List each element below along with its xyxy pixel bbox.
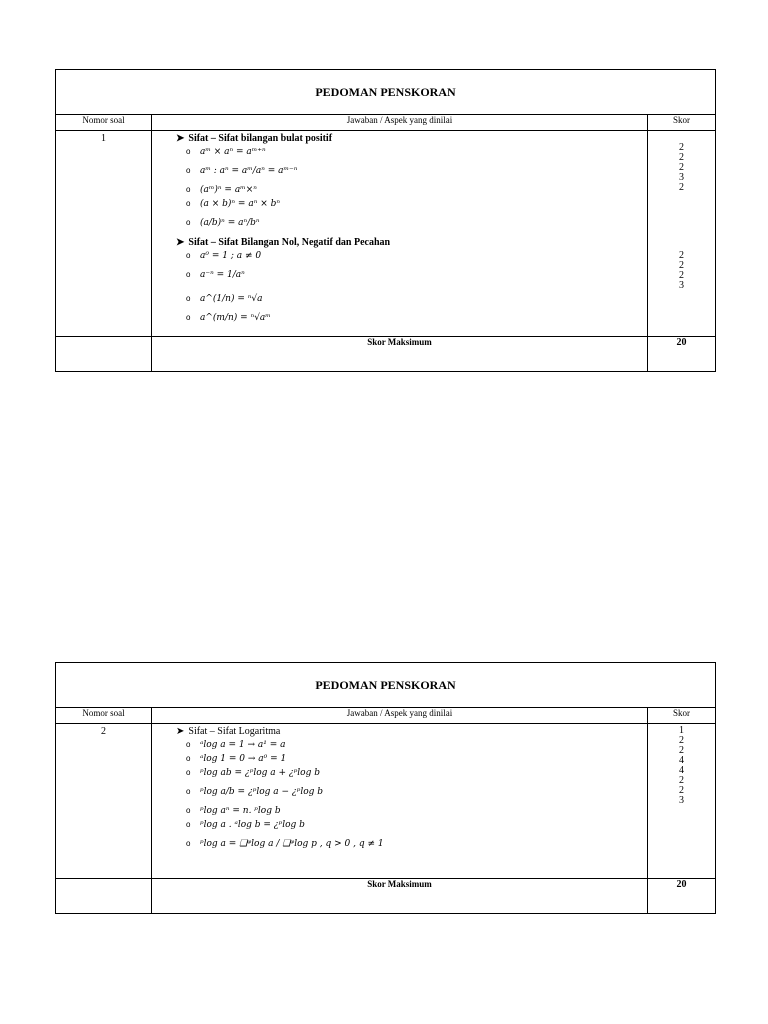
score-value: 2 [678, 785, 684, 796]
list-item: o ᵖlog aⁿ = n. ᵖlog b [186, 806, 281, 816]
score-value: 2 [678, 260, 684, 271]
circle-bullet-icon: o [186, 147, 191, 156]
section-heading: ➤ Sifat – Sifat Bilangan Nol, Negatif dan Pecahan [176, 237, 391, 248]
circle-bullet-icon: o [186, 839, 191, 848]
score-value: 4 [678, 765, 684, 776]
answer-aspects [152, 724, 648, 879]
list-item: o ᵖlog a . ᵃlog b = ¿ᵖlog b [186, 820, 305, 830]
list-item: o (a × b)ⁿ = aⁿ × bⁿ [186, 199, 281, 209]
section-heading: ➤ Sifat – Sifat Logaritma [176, 726, 281, 737]
circle-bullet-icon: o [186, 166, 191, 175]
scoring-table-2 [55, 662, 716, 914]
list-item: o a⁰ = 1 ; a ≠ 0 [186, 251, 262, 261]
circle-bullet-icon: o [186, 820, 191, 829]
list-item: o a⁻ⁿ = 1/aⁿ [186, 263, 647, 287]
table-title: PEDOMAN PENSKORAN [56, 70, 716, 115]
score-value: 2 [678, 745, 684, 756]
list-item: o ᵃlog a = 1 → a¹ = a [186, 740, 286, 750]
score-value: 2 [678, 775, 684, 786]
scoring-table-1 [55, 69, 716, 372]
list-item: o ᵃlog 1 = 0 → a⁰ = 1 [186, 754, 287, 764]
question-number: 2 [56, 724, 152, 879]
score-value: 1 [678, 725, 684, 736]
score-value: 3 [678, 172, 684, 183]
circle-bullet-icon: o [186, 199, 191, 208]
max-score-value: 20 [647, 879, 715, 914]
header-answer-aspect: Jawaban / Aspek yang dinilai [152, 115, 648, 131]
header-question-number: Nomor soal [56, 708, 152, 724]
score-value: 3 [678, 795, 684, 806]
header-question-number: Nomor soal [56, 115, 152, 131]
header-answer-aspect: Jawaban / Aspek yang dinilai [152, 708, 648, 724]
max-score-value: 20 [647, 337, 715, 372]
header-score: Skor [647, 708, 715, 724]
score-column [647, 724, 715, 879]
max-score-label: Skor Maksimum [152, 337, 648, 372]
list-item: o a^(m/n) = ⁿ√aᵐ [186, 313, 271, 323]
list-item: o aᵐ : aⁿ = aᵐ/aⁿ = aᵐ⁻ⁿ [186, 159, 647, 183]
arrow-bullet-icon: ➤ [176, 237, 185, 248]
score-column [647, 131, 715, 337]
score-value: 2 [678, 735, 684, 746]
list-item: o (a/b)ⁿ = aⁿ/bⁿ [186, 211, 647, 235]
question-number: 1 [56, 131, 152, 337]
list-item: o ᵖlog a/b = ¿ᵖlog a − ¿ᵖlog b [186, 780, 647, 804]
score-value: 2 [678, 152, 684, 163]
score-value: 2 [678, 270, 684, 281]
score-value: 2 [678, 250, 684, 261]
circle-bullet-icon: o [186, 806, 191, 815]
circle-bullet-icon: o [186, 294, 191, 303]
score-value: 2 [678, 162, 684, 173]
arrow-bullet-icon: ➤ [176, 726, 185, 737]
list-item: o ᵖlog a = ❑ᵠlog a / ❑ᵠlog p , q > 0 , q ≠ 1 [186, 832, 647, 856]
score-value: 4 [678, 755, 684, 766]
list-item: o (aᵐ)ⁿ = aᵐ×ⁿ [186, 185, 257, 195]
max-score-label: Skor Maksimum [152, 879, 648, 914]
arrow-bullet-icon: ➤ [176, 133, 185, 144]
list-item: o a^(1/n) = ⁿ√a [186, 287, 647, 311]
circle-bullet-icon: o [186, 218, 191, 227]
circle-bullet-icon: o [186, 768, 191, 777]
circle-bullet-icon: o [186, 754, 191, 763]
circle-bullet-icon: o [186, 270, 191, 279]
list-item: o ᵖlog ab = ¿ᵖlog a + ¿ᵖlog b [186, 768, 320, 778]
score-value: 2 [678, 142, 684, 153]
answer-aspects [152, 131, 648, 337]
section-heading: ➤ Sifat – Sifat bilangan bulat positif [176, 133, 333, 144]
score-value: 2 [678, 182, 684, 193]
header-score: Skor [647, 115, 715, 131]
table-title: PEDOMAN PENSKORAN [56, 663, 716, 708]
circle-bullet-icon: o [186, 313, 191, 322]
circle-bullet-icon: o [186, 251, 191, 260]
list-item: o aᵐ × aⁿ = aᵐ⁺ⁿ [186, 147, 266, 157]
circle-bullet-icon: o [186, 787, 191, 796]
circle-bullet-icon: o [186, 740, 191, 749]
score-value: 3 [678, 280, 684, 291]
circle-bullet-icon: o [186, 185, 191, 194]
